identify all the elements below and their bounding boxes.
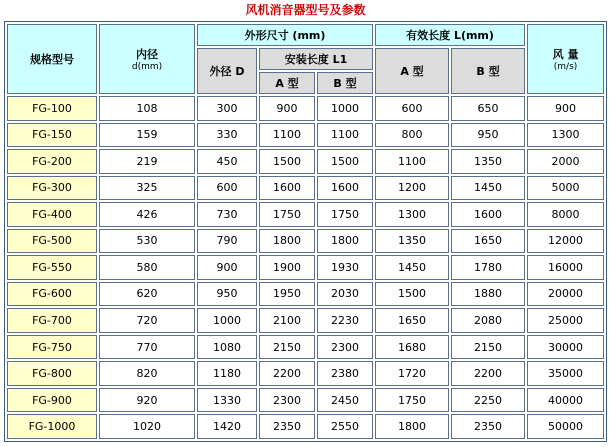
table-row <box>7 361 604 386</box>
cell-model: FG-200 <box>7 149 97 174</box>
cell-effective-a: 1680 <box>375 335 449 360</box>
header-air-volume-unit: (m/s) <box>553 62 578 72</box>
cell-inner-dia: 920 <box>99 388 195 413</box>
cell-effective-b: 650 <box>451 96 525 121</box>
cell-outer-dia: 790 <box>197 229 257 254</box>
cell-install-a: 2150 <box>259 335 315 360</box>
cell-effective-a: 1100 <box>375 149 449 174</box>
cell-model: FG-750 <box>7 335 97 360</box>
cell-effective-a: 1720 <box>375 361 449 386</box>
cell-effective-b: 1650 <box>451 229 525 254</box>
header-effective-a: A 型 <box>375 48 449 94</box>
header-air-volume <box>527 24 604 94</box>
cell-inner-dia: 580 <box>99 255 195 280</box>
cell-model: FG-150 <box>7 123 97 148</box>
cell-effective-a: 1350 <box>375 229 449 254</box>
cell-install-a: 1100 <box>259 123 315 148</box>
cell-outer-dia: 730 <box>197 202 257 227</box>
cell-install-b: 2380 <box>317 361 373 386</box>
cell-install-a: 1950 <box>259 282 315 307</box>
cell-inner-dia: 720 <box>99 308 195 333</box>
table-row <box>7 96 604 121</box>
cell-model: FG-800 <box>7 361 97 386</box>
table-row <box>7 176 604 201</box>
cell-air-volume: 5000 <box>527 176 604 201</box>
cell-effective-b: 2200 <box>451 361 525 386</box>
cell-install-b: 2550 <box>317 414 373 439</box>
cell-inner-dia: 108 <box>99 96 195 121</box>
cell-air-volume: 8000 <box>527 202 604 227</box>
table-row <box>7 123 604 148</box>
cell-inner-dia: 530 <box>99 229 195 254</box>
cell-install-b: 1600 <box>317 176 373 201</box>
cell-install-a: 2100 <box>259 308 315 333</box>
cell-effective-b: 2080 <box>451 308 525 333</box>
cell-model: FG-400 <box>7 202 97 227</box>
cell-effective-a: 1800 <box>375 414 449 439</box>
cell-outer-dia: 300 <box>197 96 257 121</box>
spec-table-body <box>7 24 604 439</box>
cell-air-volume: 40000 <box>527 388 604 413</box>
cell-model: FG-100 <box>7 96 97 121</box>
cell-inner-dia: 325 <box>99 176 195 201</box>
header-effective-length: 有效长度 L(mm) <box>375 24 525 46</box>
cell-install-a: 2200 <box>259 361 315 386</box>
cell-effective-a: 1300 <box>375 202 449 227</box>
cell-inner-dia: 820 <box>99 361 195 386</box>
cell-effective-b: 1450 <box>451 176 525 201</box>
cell-outer-dia: 1420 <box>197 414 257 439</box>
cell-outer-dia: 950 <box>197 282 257 307</box>
cell-effective-a: 800 <box>375 123 449 148</box>
cell-install-a: 900 <box>259 96 315 121</box>
cell-air-volume: 25000 <box>527 308 604 333</box>
header-install-b: B 型 <box>317 72 373 94</box>
cell-install-a: 2350 <box>259 414 315 439</box>
cell-air-volume: 20000 <box>527 282 604 307</box>
cell-inner-dia: 219 <box>99 149 195 174</box>
cell-effective-a: 1200 <box>375 176 449 201</box>
cell-install-b: 1500 <box>317 149 373 174</box>
cell-effective-a: 600 <box>375 96 449 121</box>
spec-table <box>4 21 607 442</box>
cell-install-b: 2450 <box>317 388 373 413</box>
cell-effective-b: 2350 <box>451 414 525 439</box>
cell-install-b: 1000 <box>317 96 373 121</box>
cell-model: FG-600 <box>7 282 97 307</box>
cell-outer-dia: 330 <box>197 123 257 148</box>
cell-model: FG-500 <box>7 229 97 254</box>
header-outer-size: 外形尺寸 (mm) <box>197 24 373 46</box>
table-row <box>7 282 604 307</box>
table-row <box>7 229 604 254</box>
cell-effective-b: 1880 <box>451 282 525 307</box>
header-model: 规格型号 <box>7 24 97 94</box>
cell-model: FG-1000 <box>7 414 97 439</box>
header-inner-dia-unit: d(mm) <box>131 62 163 72</box>
cell-effective-a: 1650 <box>375 308 449 333</box>
cell-install-a: 1600 <box>259 176 315 201</box>
cell-install-b: 1800 <box>317 229 373 254</box>
cell-install-a: 1750 <box>259 202 315 227</box>
cell-effective-b: 950 <box>451 123 525 148</box>
cell-outer-dia: 600 <box>197 176 257 201</box>
table-row <box>7 255 604 280</box>
header-outer-dia: 外径 D <box>197 48 257 94</box>
header-install-length: 安装长度 L1 <box>259 48 373 70</box>
header-install-a: A 型 <box>259 72 315 94</box>
cell-effective-b: 1780 <box>451 255 525 280</box>
cell-outer-dia: 900 <box>197 255 257 280</box>
cell-air-volume: 30000 <box>527 335 604 360</box>
table-row <box>7 414 604 439</box>
cell-effective-b: 1350 <box>451 149 525 174</box>
cell-effective-a: 1500 <box>375 282 449 307</box>
cell-inner-dia: 159 <box>99 123 195 148</box>
cell-air-volume: 16000 <box>527 255 604 280</box>
table-row <box>7 202 604 227</box>
cell-outer-dia: 1330 <box>197 388 257 413</box>
cell-air-volume: 50000 <box>527 414 604 439</box>
cell-inner-dia: 620 <box>99 282 195 307</box>
header-effective-b: B 型 <box>451 48 525 94</box>
cell-inner-dia: 1020 <box>99 414 195 439</box>
cell-install-a: 2300 <box>259 388 315 413</box>
table-row <box>7 149 604 174</box>
cell-model: FG-300 <box>7 176 97 201</box>
cell-install-b: 1100 <box>317 123 373 148</box>
cell-model: FG-900 <box>7 388 97 413</box>
cell-install-b: 2300 <box>317 335 373 360</box>
cell-effective-b: 2150 <box>451 335 525 360</box>
cell-install-b: 1750 <box>317 202 373 227</box>
cell-air-volume: 1300 <box>527 123 604 148</box>
cell-inner-dia: 770 <box>99 335 195 360</box>
cell-effective-a: 1450 <box>375 255 449 280</box>
cell-outer-dia: 1180 <box>197 361 257 386</box>
cell-outer-dia: 450 <box>197 149 257 174</box>
page-title: 风机消音器型号及参数 <box>245 3 366 17</box>
cell-air-volume: 35000 <box>527 361 604 386</box>
cell-install-a: 1500 <box>259 149 315 174</box>
cell-install-b: 1930 <box>317 255 373 280</box>
table-row <box>7 388 604 413</box>
cell-outer-dia: 1080 <box>197 335 257 360</box>
cell-outer-dia: 1000 <box>197 308 257 333</box>
cell-air-volume: 12000 <box>527 229 604 254</box>
cell-model: FG-700 <box>7 308 97 333</box>
table-row <box>7 308 604 333</box>
cell-air-volume: 2000 <box>527 149 604 174</box>
header-row-1 <box>7 24 604 46</box>
cell-install-a: 1900 <box>259 255 315 280</box>
header-inner-dia <box>99 24 195 94</box>
cell-effective-b: 2250 <box>451 388 525 413</box>
table-row <box>7 335 604 360</box>
cell-install-b: 2030 <box>317 282 373 307</box>
header-air-volume-label: 风 量 <box>552 48 579 61</box>
cell-model: FG-550 <box>7 255 97 280</box>
cell-effective-a: 1750 <box>375 388 449 413</box>
cell-inner-dia: 426 <box>99 202 195 227</box>
cell-effective-b: 1600 <box>451 202 525 227</box>
cell-install-a: 1800 <box>259 229 315 254</box>
cell-install-b: 2230 <box>317 308 373 333</box>
cell-air-volume: 900 <box>527 96 604 121</box>
header-inner-dia-label: 内径 <box>136 48 158 61</box>
